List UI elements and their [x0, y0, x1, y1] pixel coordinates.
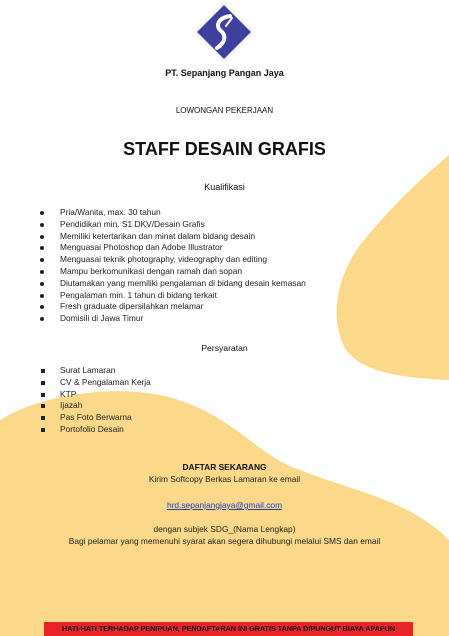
- persyaratan-list: [36, 365, 416, 436]
- list-item: Pas Foto Berwarna: [36, 412, 416, 424]
- square-bullet-icon: [41, 404, 45, 408]
- bullet-icon: [40, 258, 44, 262]
- persyaratan-heading: Persyaratan: [201, 343, 248, 353]
- list-item: Menguasai teknik photography, videography dan editing: [36, 254, 416, 266]
- square-bullet-icon: [41, 393, 45, 397]
- kualifikasi-heading: Kualifikasi: [204, 182, 245, 192]
- apply-note: Bagi pelamar yang memenuhi syarat akan segera dihubungi melalui SMS dan email: [68, 536, 381, 546]
- square-bullet-icon: [41, 416, 45, 420]
- apply-subject: dengan subjek SDG_(Nama Lengkap): [153, 524, 296, 534]
- list-item: Domisili di Jawa Timur: [36, 313, 416, 325]
- list-item: Fresh graduate dipersilahkan melamar: [36, 301, 416, 313]
- list-item: Ijazah: [36, 400, 416, 412]
- list-item: Pengalaman min. 1 tahun di bidang terkait: [36, 290, 416, 302]
- list-item: CV & Pengalaman Kerja: [36, 377, 416, 389]
- scam-warning-banner: HATI-HATI TERHADAP PENIPUAN, PENDAFTARAN INI GRATIS TANPA DIPUNGUT BIAYA APAPUN: [44, 622, 413, 636]
- kualifikasi-list: [36, 207, 416, 325]
- bullet-icon: [40, 270, 44, 274]
- bullet-icon: [40, 305, 44, 309]
- bullet-icon: [40, 211, 44, 215]
- company-name: PT. Sepanjang Pangan Jaya: [165, 68, 284, 78]
- list-item: Mampu berkomunikasi dengan ramah dan sopan: [36, 266, 416, 278]
- list-item: Portofolio Desain: [36, 424, 416, 436]
- bullet-icon: [40, 294, 44, 298]
- bullet-icon: [40, 223, 44, 227]
- square-bullet-icon: [41, 428, 45, 432]
- email-link-wrapper: [0, 500, 449, 510]
- apply-instruction: Kirim Softcopy Berkas Lamaran ke email: [148, 474, 301, 484]
- list-item: Surat Lamaran: [36, 365, 416, 377]
- list-item: Diutamakan yang memiliki pengalaman di bidang desain kemasan: [36, 278, 416, 290]
- bullet-icon: [40, 282, 44, 286]
- bullet-icon: [40, 317, 44, 321]
- apply-heading: DAFTAR SEKARANG: [182, 462, 267, 472]
- email-link[interactable]: hrd.sepanjangjaya@gmail.com: [166, 500, 283, 510]
- page-subtitle: LOWONGAN PEKERJAAN: [175, 106, 274, 115]
- list-item: Pendidikan min. S1 DKV/Desain Grafis: [36, 219, 416, 231]
- list-item: KTP: [36, 389, 416, 401]
- bullet-icon: [40, 235, 44, 239]
- list-item: Menguasai Photoshop dan Adobe Illustrator: [36, 242, 416, 254]
- square-bullet-icon: [41, 369, 45, 373]
- square-bullet-icon: [41, 381, 45, 385]
- company-logo-icon: [196, 4, 252, 60]
- list-item: Pria/Wanita, max. 30 tahun: [36, 207, 416, 219]
- bullet-icon: [40, 246, 44, 250]
- list-item: Memiliki ketertarikan dan minat dalam bidang desain: [36, 231, 416, 243]
- job-title: STAFF DESAIN GRAFIS: [123, 139, 326, 159]
